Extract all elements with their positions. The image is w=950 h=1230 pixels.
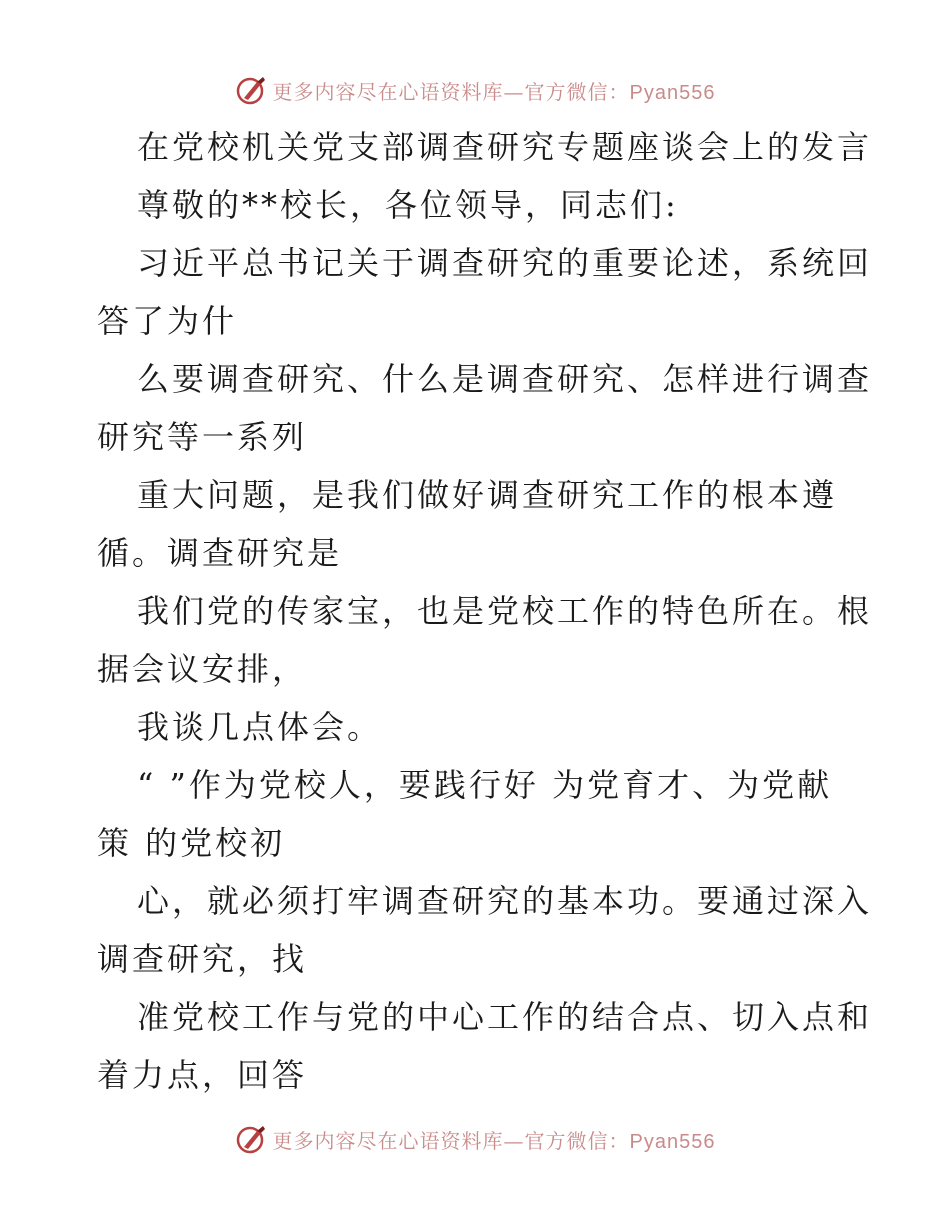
footer-watermark-banner <box>0 1119 950 1159</box>
pen-logo-icon <box>235 74 267 106</box>
text-line: 心，就必须打牢调查研究的基本功。要通过深入 <box>137 882 873 920</box>
text-line: 习近平总书记关于调查研究的重要论述，系统回 <box>137 244 873 282</box>
salutation: 尊敬的**校长，各位领导，同志们: <box>137 186 679 224</box>
text-line: 答了为什 <box>97 302 238 340</box>
text-line: 着力点，回答 <box>97 1056 308 1094</box>
wechat-id: Pyan556 <box>629 1130 716 1153</box>
text-line: 研究等一系列 <box>97 418 308 456</box>
text-line: 策 的党校初 <box>97 824 286 862</box>
document-title: 在党校机关党支部调查研究专题座谈会上的发言 <box>137 128 873 166</box>
text-line: 据会议安排， <box>97 650 308 688</box>
text-line: 重大问题，是我们做好调查研究工作的根本遵 <box>137 476 838 514</box>
watermark-text: 更多内容尽在心语资料库—官方微信：Pyan556 <box>272 1128 716 1153</box>
wechat-id: Pyan556 <box>629 81 716 104</box>
text-line: 循。调查研究是 <box>97 534 343 572</box>
text-line: 我们党的传家宝，也是党校工作的特色所在。根 <box>137 592 873 630</box>
text-line: 准党校工作与党的中心工作的结合点、切入点和 <box>137 998 873 1036</box>
header-watermark-banner <box>0 70 950 110</box>
text-line: 我谈几点体会。 <box>137 708 383 746</box>
pen-logo-icon <box>235 1123 267 1155</box>
text-line: 么要调查研究、什么是调查研究、怎样进行调查 <box>137 360 873 398</box>
text-line: 调查研究，找 <box>97 940 308 978</box>
text-line: “ ”作为党校人，要践行好 为党育才、为党献 <box>137 766 833 804</box>
watermark-text: 更多内容尽在心语资料库—官方微信：Pyan556 <box>272 79 716 104</box>
